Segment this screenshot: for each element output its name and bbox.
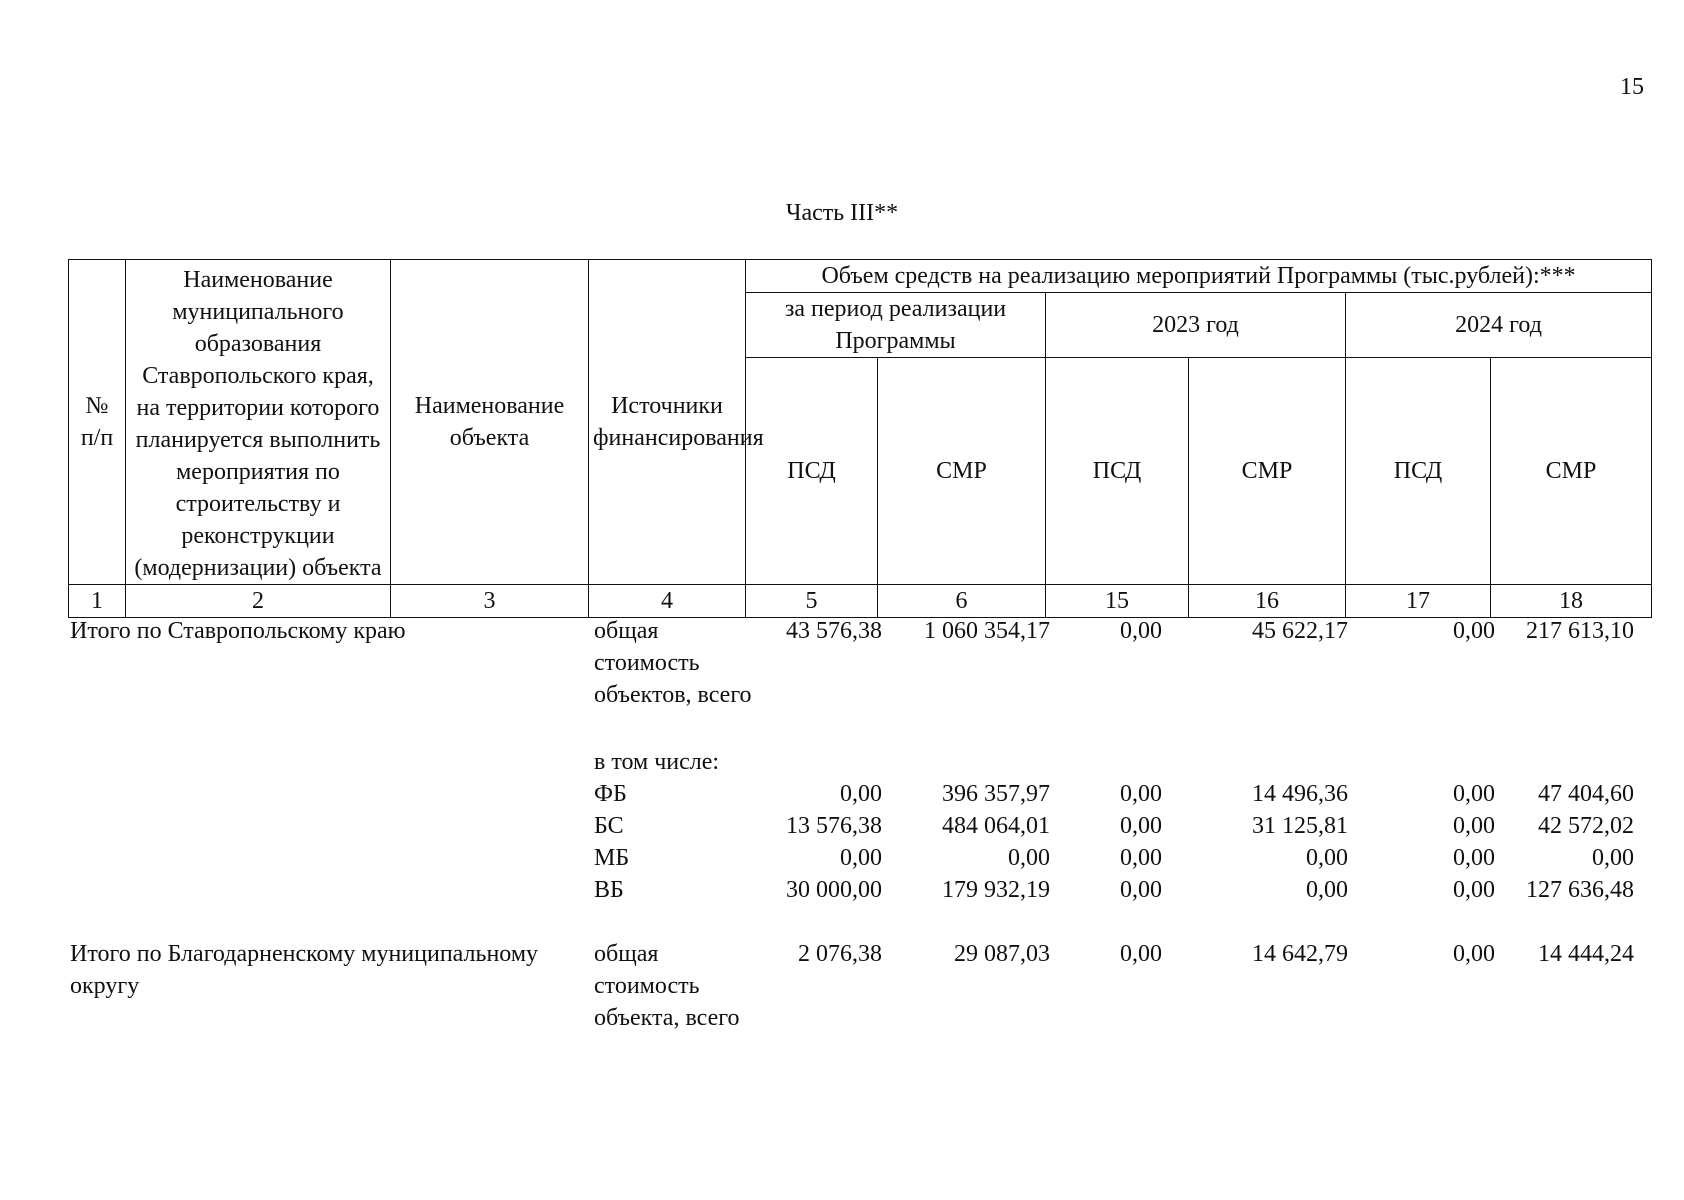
value-bs-c6: 484 064,01 bbox=[942, 813, 1050, 839]
value-vb-c17: 0,00 bbox=[1453, 877, 1495, 903]
header-psd-2023: ПСД bbox=[1046, 358, 1189, 585]
source-vb: ВБ bbox=[594, 877, 624, 903]
page-number: 15 bbox=[1620, 74, 1644, 100]
col-number-17: 17 bbox=[1346, 585, 1491, 618]
value-blagodarny-total-c5: 2 076,38 bbox=[798, 941, 882, 967]
value-fb-c5: 0,00 bbox=[840, 781, 882, 807]
value-blagodarny-total-c16: 14 642,79 bbox=[1252, 941, 1348, 967]
including-label: в том числе: bbox=[594, 749, 720, 775]
header-funding-sources: Источники финансирования bbox=[589, 260, 746, 585]
source-bs: БС bbox=[594, 813, 624, 839]
header-year-2024: 2024 год bbox=[1346, 293, 1652, 358]
source-fb: ФБ bbox=[594, 781, 627, 807]
value-fb-c17: 0,00 bbox=[1453, 781, 1495, 807]
header-year-2023: 2023 год bbox=[1046, 293, 1346, 358]
header-table bbox=[68, 259, 1652, 618]
value-vb-c16: 0,00 bbox=[1306, 877, 1348, 903]
value-stavropol-total-c6: 1 060 354,17 bbox=[924, 618, 1050, 644]
value-mb-c17: 0,00 bbox=[1453, 845, 1495, 871]
value-stavropol-total-c18: 217 613,10 bbox=[1526, 618, 1634, 644]
header-psd-2024: ПСД bbox=[1346, 358, 1491, 585]
source-mb: МБ bbox=[594, 845, 630, 871]
value-bs-c18: 42 572,02 bbox=[1538, 813, 1634, 839]
value-fb-c16: 14 496,36 bbox=[1252, 781, 1348, 807]
col-number-6: 6 bbox=[878, 585, 1046, 618]
part-title: Часть III** bbox=[785, 200, 899, 226]
value-blagodarny-total-c17: 0,00 bbox=[1453, 941, 1495, 967]
header-volume-group: Объем средств на реализацию мероприятий Программы (тыс.рублей):*** bbox=[746, 260, 1652, 293]
col-number-2: 2 bbox=[126, 585, 391, 618]
header-smr-2024: СМР bbox=[1491, 358, 1652, 585]
header-smr-total: СМР bbox=[878, 358, 1046, 585]
value-mb-c16: 0,00 bbox=[1306, 845, 1348, 871]
value-bs-c16: 31 125,81 bbox=[1252, 813, 1348, 839]
col-number-5: 5 bbox=[746, 585, 878, 618]
row-source-stavropol-total: общая стоимость объектов, всего bbox=[594, 618, 752, 708]
row-label-stavropol-total: Итого по Ставропольскому краю bbox=[70, 618, 406, 644]
col-number-15: 15 bbox=[1046, 585, 1189, 618]
value-fb-c6: 396 357,97 bbox=[942, 781, 1050, 807]
value-blagodarny-total-c18: 14 444,24 bbox=[1538, 941, 1634, 967]
value-stavropol-total-c17: 0,00 bbox=[1453, 618, 1495, 644]
header-object-name: Наименование объекта bbox=[391, 260, 589, 585]
col-number-16: 16 bbox=[1189, 585, 1346, 618]
value-mb-c5: 0,00 bbox=[840, 845, 882, 871]
header-number: № п/п bbox=[69, 260, 126, 585]
header-period-total: за период реализации Программы bbox=[746, 293, 1046, 358]
value-bs-c5: 13 576,38 bbox=[786, 813, 882, 839]
col-number-4: 4 bbox=[589, 585, 746, 618]
value-mb-c15: 0,00 bbox=[1120, 845, 1162, 871]
value-fb-c18: 47 404,60 bbox=[1538, 781, 1634, 807]
col-number-18: 18 bbox=[1491, 585, 1652, 618]
value-mb-c6: 0,00 bbox=[1008, 845, 1050, 871]
value-blagodarny-total-c15: 0,00 bbox=[1120, 941, 1162, 967]
value-stavropol-total-c15: 0,00 bbox=[1120, 618, 1162, 644]
value-stavropol-total-c5: 43 576,38 bbox=[786, 618, 882, 644]
value-vb-c18: 127 636,48 bbox=[1526, 877, 1634, 903]
header-smr-2023: СМР bbox=[1189, 358, 1346, 585]
value-stavropol-total-c16: 45 622,17 bbox=[1252, 618, 1348, 644]
value-mb-c18: 0,00 bbox=[1592, 845, 1634, 871]
header-psd-total: ПСД bbox=[746, 358, 878, 585]
value-vb-c5: 30 000,00 bbox=[786, 877, 882, 903]
row-label-blagodarny-total: Итого по Благодарненскому муниципальному округу bbox=[70, 941, 539, 999]
value-vb-c6: 179 932,19 bbox=[942, 877, 1050, 903]
row-source-blagodarny-total: общая стоимость объекта, всего bbox=[594, 941, 740, 1031]
header-municipality: Наименование муниципального образования Ставропольского края, на территории которого планируется выполнить мероприятия по строительству и реконструкции (модернизации) объекта bbox=[126, 260, 391, 585]
col-number-3: 3 bbox=[391, 585, 589, 618]
value-bs-c15: 0,00 bbox=[1120, 813, 1162, 839]
value-vb-c15: 0,00 bbox=[1120, 877, 1162, 903]
value-fb-c15: 0,00 bbox=[1120, 781, 1162, 807]
col-number-1: 1 bbox=[69, 585, 126, 618]
value-bs-c17: 0,00 bbox=[1453, 813, 1495, 839]
value-blagodarny-total-c6: 29 087,03 bbox=[954, 941, 1050, 967]
